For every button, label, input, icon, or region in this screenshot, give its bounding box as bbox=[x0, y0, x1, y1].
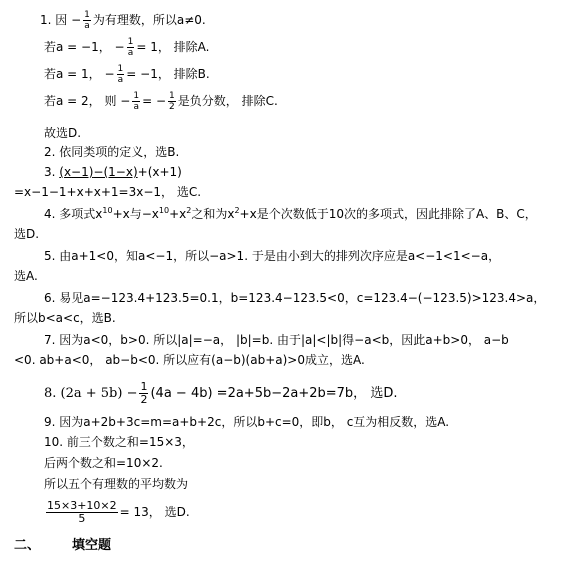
q8-line: 8. (2a + 5b) − $\frac{1}{2}$ (4a − 4b) =2a+5b−2a+2b=7b， 选D. bbox=[44, 380, 398, 406]
q9-line: 9. 因为a+2b+3c=m=a+b+2c，所以b+c=0，即b， c互为相反数，选A. bbox=[44, 415, 450, 429]
q3-result: =x−1−1+x+x+1=3x−1， 选C. bbox=[14, 185, 202, 199]
fraction: $\frac{1}{a}$ bbox=[84, 10, 90, 31]
fraction: $\frac{1}{2}$ bbox=[140, 380, 148, 406]
fraction: $\frac{1}{a}$ bbox=[117, 64, 124, 85]
q3-line: 3. (x−1)−(1−x)+(x+1) bbox=[44, 165, 182, 179]
q1-line: 1. 因 − $\frac{1}{a}$ 为有理数，所以a≠0. bbox=[40, 10, 206, 31]
q5-line: 5. 由a+1<0，知a<−1，所以−a>1. 于是由小到大的排列次序应是a<−1<1<−a， bbox=[44, 249, 501, 263]
fraction: $\frac{1}{a}$ bbox=[127, 37, 134, 58]
fraction: $\frac{15\times 3+10\times 2}{5}$ bbox=[47, 499, 117, 525]
q10-line: 10. 前三个数之和=15×3， bbox=[44, 435, 194, 449]
q6-line: 6. 易见a=−123.4+123.5=0.1，b=123.4−123.5<0，c=123.4−(−123.5)>123.4>a， bbox=[44, 291, 546, 305]
q4-answer: 选D. bbox=[14, 227, 40, 241]
q4-line: 4. 多项式$x^{10}+x$与$-x^{10}+x^2$之和为$x^2+x$是个次数低于10次的多项式，因此排除了A、B、C， bbox=[44, 206, 537, 221]
fraction: $\frac{1}{a}$ bbox=[133, 91, 140, 112]
q5-answer: 选A. bbox=[14, 269, 38, 283]
section-title: 填空题 bbox=[72, 538, 112, 553]
q10-line2: 后两个数之和=10×2. bbox=[44, 456, 163, 470]
section-number: 二、 bbox=[14, 538, 41, 553]
section-heading bbox=[14, 538, 111, 554]
q10-line3: 所以五个有理数的平均数为 bbox=[44, 477, 189, 491]
q1-conclusion: 故选D. bbox=[44, 126, 82, 140]
q1-case-1: 若a = 1， − $\frac{1}{a}$ = −1， 排除B. bbox=[44, 64, 210, 85]
q1-case-2: 若a = 2， 则 − $\frac{1}{a}$ = − $\frac{1}{2}$ 是负分数， 排除C. bbox=[44, 91, 278, 112]
q2-line: 2. 依同类项的定义，选B. bbox=[44, 145, 180, 159]
q1-case-neg1: 若a = −1， − $\frac{1}{a}$ = 1， 排除A. bbox=[44, 37, 210, 58]
q10-average: $\frac{15\times 3+10\times 2}{5}$ = 13， 选D. bbox=[47, 499, 190, 525]
q6-answer: 所以b<a<c，选B. bbox=[14, 311, 116, 325]
fraction: $\frac{1}{2}$ bbox=[169, 91, 175, 112]
q7-answer: <0. ab+a<0， ab−b<0. 所以应有(a−b)(ab+a)>0成立，选A. bbox=[14, 353, 365, 367]
q7-line: 7. 因为a<0，b>0. 所以|a|=−a， |b|=b. 由于|a|<|b|得−a<b，因此a+b>0， a−b bbox=[44, 333, 509, 347]
